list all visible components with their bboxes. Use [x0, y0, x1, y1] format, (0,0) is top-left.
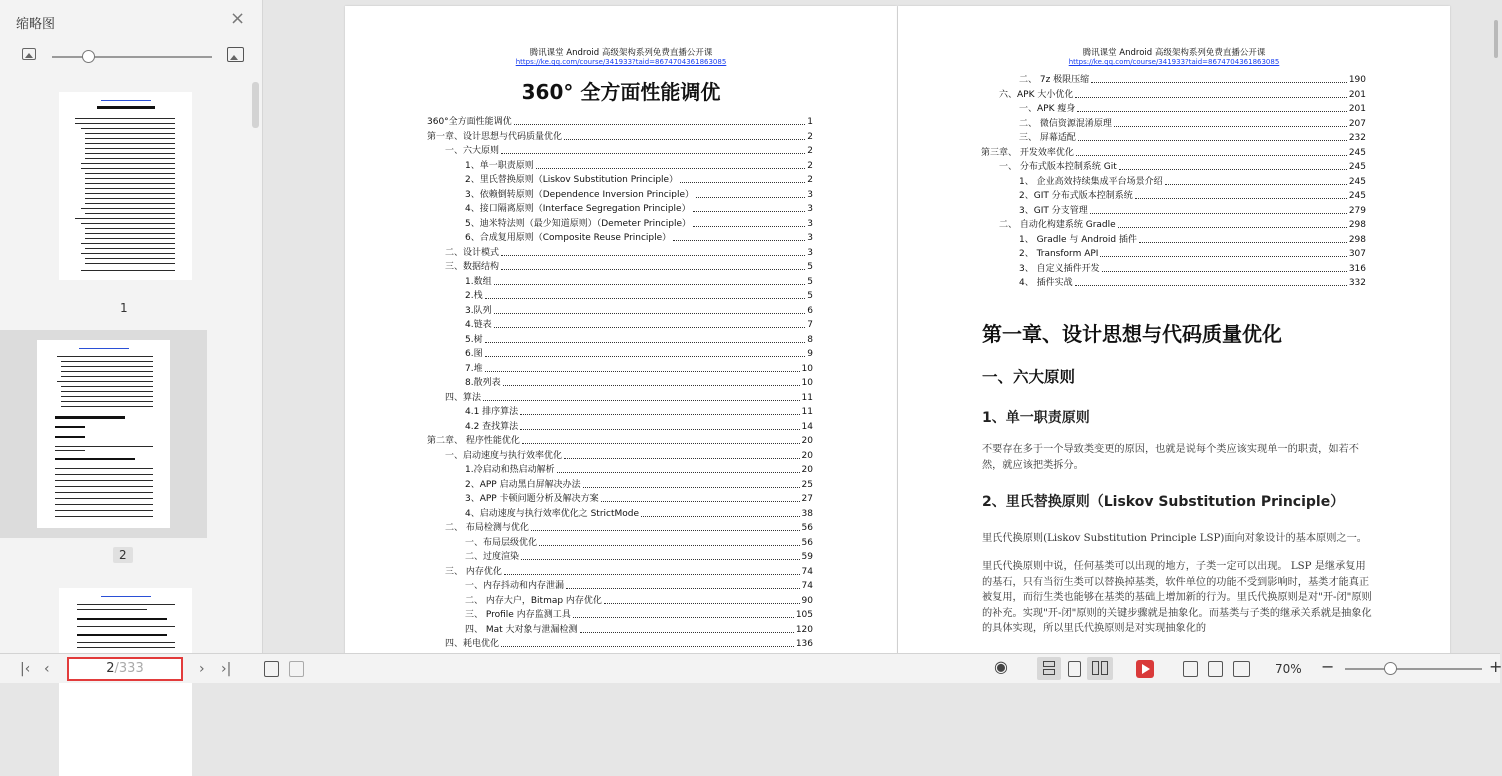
toc-entry-title: 1.数组 — [465, 276, 492, 287]
toc-leader-dots — [680, 173, 805, 183]
toc-entry-title: 2.栈 — [465, 291, 483, 301]
toc-entry-page: 2 — [807, 131, 813, 142]
toc-entry-title: 3、APP 卡顿问题分析及解决方案 — [465, 494, 599, 504]
toc-entry-page: 316 — [1348, 263, 1366, 274]
subsection-heading: 2、里氏替换原则（Liskov Substitution Principle） — [982, 494, 1345, 510]
toc-entry-title: 3.队列 — [465, 305, 492, 316]
toc-entry-title: 4.链表 — [465, 320, 492, 330]
toc-leader-dots — [501, 260, 805, 270]
page-header-title: 腾讯课堂 Android 高级架构系列免费直播公开课 — [529, 48, 713, 58]
toc-entry[interactable] — [465, 318, 813, 332]
toc-entry-page: 3 — [807, 189, 813, 200]
fit-width-icon[interactable] — [1233, 661, 1250, 677]
toc-entry[interactable] — [1019, 262, 1366, 276]
toc-entry-title: 四、耗电优化 — [445, 639, 500, 649]
toc-entry-page: 245 — [1348, 162, 1366, 172]
toc-entry-title: 1、 Gradle 与 Android 插件 — [1019, 234, 1137, 245]
paragraph: 不要存在多于一个导致类变更的原因，也就是说每个类应该实现单一的职责，如若不然，就应该把类拆分。 — [982, 444, 1359, 471]
toc-entry-page: 332 — [1348, 278, 1366, 288]
toc-entry[interactable] — [465, 304, 813, 318]
toc-leader-dots — [1100, 247, 1346, 257]
toc-entry-title: 二、过度渲染 — [465, 552, 520, 562]
toc-entry-page: 2 — [807, 160, 813, 171]
toc-entry-page: 56 — [801, 537, 813, 548]
toc-entry-title: 二、 布局检测与优化 — [445, 523, 529, 533]
toc-entry-title: 第二章、 程序性能优化 — [427, 436, 520, 446]
toc-entry-page: 105 — [795, 610, 813, 620]
toc-entry-page: 38 — [801, 508, 813, 519]
toc-entry-title: 4、启动速度与执行效率优化之 StrictMode — [465, 508, 640, 519]
toc-leader-dots — [536, 159, 806, 169]
toc-entry-page: 245 — [1348, 176, 1366, 187]
toc-entry[interactable] — [465, 463, 813, 477]
total-pages-value: /333 — [114, 661, 144, 676]
toc-entry[interactable] — [465, 376, 813, 390]
toc-entry[interactable] — [465, 420, 813, 434]
toc-entry-title: 四、 Mat 大对象与泄漏检测 — [465, 624, 578, 635]
toc-entry-title: 2、GIT 分布式版本控制系统 — [1019, 191, 1133, 201]
toc-entry[interactable] — [445, 449, 813, 463]
thumbnail-page-1[interactable] — [22, 82, 229, 315]
thumbnail-page-number: 1 — [120, 301, 128, 315]
toc-entry-title: 三、 Profile 内存监测工具 — [465, 610, 571, 620]
toc-entry-title: 4.1 排序算法 — [465, 407, 519, 417]
toc-entry[interactable] — [1019, 233, 1366, 247]
toc-leader-dots — [501, 246, 805, 256]
toc-entry-title: 二、 内存大户，Bitmap 内存优化 — [465, 595, 602, 606]
toc-entry-page: 59 — [801, 552, 813, 562]
toc-entry-title: 3、依赖倒转原则（Dependence Inversion Principle） — [465, 189, 695, 200]
thumbnail-page-3[interactable] — [22, 578, 229, 653]
toc-leader-dots — [501, 144, 805, 154]
thumbnail-small-icon[interactable] — [22, 48, 36, 60]
toc-entry-page: 20 — [801, 450, 813, 461]
toc-entry-page: 190 — [1348, 75, 1366, 85]
toc-entry[interactable] — [465, 289, 813, 303]
toc-entry-page: 1 — [807, 117, 813, 127]
thumbnail-sidebar — [0, 0, 263, 653]
toc-entry[interactable] — [1019, 117, 1366, 131]
toc-entry-page: 2 — [807, 175, 813, 185]
toc-entry[interactable] — [465, 550, 813, 564]
toc-entry[interactable] — [1019, 73, 1366, 87]
toc-entry-page: 245 — [1348, 191, 1366, 201]
toc-entry-page: 3 — [807, 218, 813, 229]
thumbnail-page-number: 2 — [113, 547, 133, 563]
toc-leader-dots — [580, 623, 794, 633]
toc-entry[interactable] — [465, 188, 813, 202]
toc-entry-page: 8 — [807, 334, 813, 345]
first-page-icon[interactable]: |‹ — [20, 661, 31, 677]
toc-leader-dots — [483, 391, 800, 401]
toc-leader-dots — [1165, 175, 1347, 185]
toc-entry-title: 2、 Transform API — [1019, 249, 1099, 259]
toc-entry[interactable] — [465, 202, 813, 216]
toc-leader-dots — [693, 202, 806, 212]
toc-leader-dots — [601, 492, 800, 502]
toc-entry[interactable] — [465, 405, 813, 419]
toc-leader-dots — [1075, 88, 1346, 98]
current-page-value: 2 — [106, 661, 115, 676]
export-page-icon[interactable] — [289, 661, 304, 677]
toc-entry-title: 5.树 — [465, 334, 483, 345]
subsection-heading: 1、单一职责原则 — [982, 410, 1090, 426]
document-page-right — [898, 6, 1450, 666]
toc-entry[interactable] — [465, 608, 813, 622]
toc-entry-title: 二、 微信资源混淆原理 — [1019, 118, 1112, 129]
toc-leader-dots — [604, 594, 800, 604]
page-header-link[interactable]: https://ke.qq.com/course/341933?taid=8674704361863085 — [1068, 58, 1280, 66]
chapter-heading: 第一章、设计思想与代码质量优化 — [982, 322, 1282, 346]
thumbnail-size-slider-knob[interactable] — [82, 50, 95, 63]
zoom-in-button[interactable]: + — [1489, 657, 1502, 676]
toc-entry-page: 20 — [801, 465, 813, 475]
toc-entry-title: 4、接口隔离原则（Interface Segregation Principle） — [465, 204, 691, 214]
toc-leader-dots — [501, 637, 794, 647]
toc-leader-dots — [1114, 117, 1347, 127]
toc-leader-dots — [485, 347, 806, 357]
document-title: 360° 全方面性能调优 — [521, 80, 721, 104]
toc-entry[interactable] — [465, 507, 813, 521]
toc-leader-dots — [1119, 160, 1347, 170]
toc-entry-title: 2、APP 启动黑白屏解决办法 — [465, 479, 581, 490]
toc-leader-dots — [522, 434, 800, 444]
toc-entry-page: 3 — [807, 247, 813, 258]
toc-entry[interactable] — [1019, 131, 1366, 145]
toc-entry[interactable] — [465, 159, 813, 173]
sidebar-scrollbar[interactable] — [252, 82, 259, 128]
thumbnail-preview — [59, 92, 192, 280]
toc-entry[interactable] — [445, 521, 813, 535]
toc-entry-title: 一、启动速度与执行效率优化 — [445, 450, 563, 461]
toc-leader-dots — [520, 420, 799, 430]
toc-entry[interactable] — [1019, 204, 1366, 218]
toc-entry-page: 74 — [801, 566, 813, 577]
toc-entry[interactable] — [465, 347, 813, 361]
toc-leader-dots — [1075, 276, 1347, 286]
toc-entry[interactable] — [1019, 175, 1366, 189]
toc-entry-title: 三、数据结构 — [445, 262, 500, 272]
toc-entry-page: 10 — [801, 378, 813, 388]
toc-entry-title: 6.图 — [465, 349, 483, 359]
next-page-icon[interactable]: › — [199, 661, 205, 677]
toc-entry-page: 14 — [801, 421, 813, 432]
play-slideshow-icon[interactable] — [1136, 660, 1154, 678]
toc-leader-dots — [485, 362, 800, 372]
toc-entry[interactable] — [445, 144, 813, 158]
toc-entry-page: 3 — [807, 204, 813, 214]
continuous-scroll-button[interactable] — [1037, 657, 1061, 680]
toc-entry-title: 二、 7z 极限压缩 — [1019, 75, 1090, 85]
toc-entry-page: 207 — [1348, 118, 1366, 129]
toc-entry-title: 一、六大原则 — [445, 146, 500, 156]
toc-entry-title: 8.散列表 — [465, 378, 501, 388]
toc-entry[interactable] — [465, 217, 813, 231]
document-scrollbar[interactable] — [1494, 20, 1498, 58]
toc-leader-dots — [531, 521, 800, 531]
single-page-icon[interactable] — [1068, 661, 1081, 677]
toc-entry[interactable] — [427, 115, 813, 129]
toc-entry-page: 279 — [1348, 205, 1366, 216]
toc-entry-page: 307 — [1348, 249, 1366, 259]
toc-entry-title: 1、 企业高效持续集成平台场景介绍 — [1019, 176, 1163, 187]
toc-leader-dots — [557, 463, 800, 473]
toc-entry-title: 360°全方面性能调优 — [427, 117, 512, 127]
toc-entry-title: 一、布局层级优化 — [465, 537, 538, 548]
insert-page-icon[interactable] — [264, 661, 279, 677]
page-header-link[interactable]: https://ke.qq.com/course/341933?taid=8674704361863085 — [515, 58, 727, 66]
toc-entry-title: 7.堆 — [465, 363, 483, 374]
toc-entry[interactable] — [445, 246, 813, 260]
toc-entry-page: 25 — [801, 479, 813, 490]
toc-entry-title: 二、设计模式 — [445, 247, 500, 258]
toc-entry[interactable] — [445, 565, 813, 579]
toc-entry[interactable] — [465, 623, 813, 637]
toc-leader-dots — [564, 449, 800, 459]
toc-entry[interactable] — [427, 434, 813, 448]
toc-entry-page: 10 — [801, 363, 813, 374]
thumbnail-large-icon[interactable] — [227, 47, 244, 62]
toc-entry[interactable] — [1019, 276, 1366, 290]
toc-entry-title: 3、GIT 分支管理 — [1019, 205, 1088, 216]
toc-entry[interactable] — [465, 275, 813, 289]
eye-protection-icon[interactable]: ◉ — [994, 657, 1008, 676]
toc-leader-dots — [504, 565, 800, 575]
toc-entry-page: 201 — [1348, 104, 1366, 114]
toc-leader-dots — [564, 130, 805, 140]
toc-entry-page: 120 — [795, 624, 813, 635]
toc-leader-dots — [583, 478, 800, 488]
paragraph: 里氏代换原则(Liskov Substitution Principle LSP)面向对象设计的基本原则之一。 — [982, 533, 1367, 544]
toc-leader-dots — [1078, 131, 1347, 141]
toc-entry-page: 74 — [801, 581, 813, 591]
toc-entry-title: 一、APK 瘦身 — [1019, 104, 1076, 114]
toc-leader-dots — [1139, 233, 1347, 243]
toc-entry[interactable] — [981, 146, 1366, 160]
thumbnail-size-slider[interactable] — [52, 56, 212, 58]
toc-entry-title: 2、里氏替换原则（Liskov Substitution Principle） — [465, 175, 679, 185]
toc-entry[interactable] — [999, 88, 1366, 102]
zoom-level[interactable]: 70% — [1275, 662, 1302, 676]
toc-entry[interactable] — [465, 362, 813, 376]
page-number-input[interactable] — [67, 657, 183, 681]
toc-entry-title: 第一章、设计思想与代码质量优化 — [427, 131, 563, 142]
toc-entry[interactable] — [465, 492, 813, 506]
toc-entry-title: 第三章、 开发效率优化 — [981, 147, 1074, 158]
toc-entry-title: 一、 分布式版本控制系统 Git — [999, 162, 1117, 172]
toc-leader-dots — [494, 318, 806, 328]
toc-entry-page: 3 — [807, 233, 813, 243]
toc-entry-page: 27 — [801, 494, 813, 504]
toc-leader-dots — [1090, 204, 1347, 214]
toc-entry-title: 3、 自定义插件开发 — [1019, 263, 1100, 274]
toc-entry-page: 5 — [807, 276, 813, 287]
toc-entry-title: 4.2 查找算法 — [465, 421, 519, 432]
page-header-title: 腾讯课堂 Android 高级架构系列免费直播公开课 — [1082, 48, 1266, 58]
toc-entry-page: 2 — [807, 146, 813, 156]
toc-leader-dots — [485, 333, 806, 343]
toc-entry-title: 六、APK 大小优化 — [999, 89, 1074, 100]
toc-entry-page: 201 — [1348, 89, 1366, 100]
last-page-icon[interactable]: ›| — [221, 661, 232, 677]
toc-entry-page: 232 — [1348, 133, 1366, 143]
previous-page-icon[interactable]: ‹ — [44, 661, 50, 677]
toc-leader-dots — [1135, 189, 1347, 199]
toc-entry[interactable] — [999, 160, 1366, 174]
toc-leader-dots — [520, 405, 799, 415]
toc-entry[interactable] — [427, 130, 813, 144]
toc-entry-page: 298 — [1348, 234, 1366, 245]
toc-entry[interactable] — [465, 478, 813, 492]
toc-leader-dots — [494, 304, 806, 314]
toc-leader-dots — [693, 217, 805, 227]
toc-entry[interactable] — [1019, 247, 1366, 261]
toc-entry-page: 5 — [807, 262, 813, 272]
toc-leader-dots — [539, 536, 800, 546]
toc-leader-dots — [566, 579, 800, 589]
toc-entry-page: 6 — [807, 305, 813, 316]
fit-page-icon[interactable] — [1208, 661, 1223, 677]
toc-leader-dots — [1102, 262, 1347, 272]
thumbnail-preview — [37, 340, 170, 528]
toc-leader-dots — [514, 115, 806, 125]
toc-entry[interactable] — [465, 231, 813, 245]
toc-entry-title: 一、内存抖动和内存泄漏 — [465, 581, 565, 591]
close-sidebar-icon[interactable]: × — [230, 8, 246, 29]
toc-leader-dots — [503, 376, 800, 386]
toc-entry-title: 三、 屏幕适配 — [1019, 133, 1076, 143]
toc-entry-title: 6、合成复用原则（Composite Reuse Principle） — [465, 233, 672, 243]
toc-entry-page: 5 — [807, 291, 813, 301]
toc-entry[interactable] — [465, 594, 813, 608]
toc-entry[interactable] — [1019, 102, 1366, 116]
toc-leader-dots — [485, 289, 806, 299]
toc-entry[interactable] — [445, 260, 813, 274]
document-page-left — [345, 6, 897, 666]
double-page-button[interactable] — [1087, 657, 1113, 680]
zoom-out-button[interactable]: − — [1321, 657, 1335, 676]
toc-entry-page: 7 — [807, 320, 813, 330]
toc-entry-page: 56 — [801, 523, 813, 533]
section-heading: 一、六大原则 — [982, 368, 1076, 386]
toc-entry-title: 5、迪米特法则（最少知道原则）（Demeter Principle） — [465, 218, 691, 229]
toc-entry-page: 90 — [801, 595, 813, 606]
toc-entry[interactable] — [445, 391, 813, 405]
toc-leader-dots — [696, 188, 805, 198]
toc-entry-page: 136 — [795, 639, 813, 649]
bottom-toolbar — [0, 653, 1500, 683]
actual-size-icon[interactable] — [1183, 661, 1198, 677]
toc-leader-dots — [1077, 102, 1346, 112]
toc-leader-dots — [494, 275, 806, 285]
toc-entry[interactable] — [465, 173, 813, 187]
toc-entry-title: 四、算法 — [445, 392, 482, 403]
toc-entry-title: 二、 自动化构建系统 Gradle — [999, 220, 1116, 230]
toc-leader-dots — [673, 231, 805, 241]
toc-entry[interactable] — [999, 218, 1366, 232]
toc-entry[interactable] — [445, 637, 813, 651]
toc-entry[interactable] — [465, 333, 813, 347]
thumbnail-page-2-selected[interactable] — [0, 330, 207, 538]
toc-entry-title: 1、单一职责原则 — [465, 160, 534, 171]
toc-entry-title: 三、 内存优化 — [445, 566, 502, 577]
toc-entry-page: 11 — [801, 407, 813, 417]
toc-entry-page: 9 — [807, 349, 813, 359]
toc-entry-title: 1.冷启动和热启动解析 — [465, 465, 555, 475]
zoom-slider-track[interactable] — [1345, 668, 1482, 670]
toc-leader-dots — [573, 608, 794, 618]
toc-entry[interactable] — [465, 579, 813, 593]
toc-leader-dots — [1091, 73, 1347, 83]
toc-leader-dots — [521, 550, 800, 560]
sidebar-title: 缩略图 — [16, 17, 56, 32]
paragraph: 里氏代换原则中说，任何基类可以出现的地方，子类一定可以出现。 LSP 是继承复用的基石，只有当衍生类可以替换掉基类，软件单位的功能不受到影响时，基类才能真正被复用，而衍生类也能够在基类的基础上增加新的行为。里氏代换原则是对"开-闭"原则的补充。实现"开-闭"原则的关键步骤就是抽象化。而基类与子类的继承关系就是抽象化的具体实现，所以里氏代换原则是对实现抽象化的 — [982, 561, 1372, 634]
toc-entry[interactable] — [1019, 189, 1366, 203]
toc-leader-dots — [1076, 146, 1347, 156]
toc-entry-page: 20 — [801, 436, 813, 446]
toc-entry-page: 245 — [1348, 147, 1366, 158]
toc-entry-page: 11 — [801, 392, 813, 403]
toc-leader-dots — [641, 507, 800, 517]
toc-entry[interactable] — [465, 536, 813, 550]
toc-entry-title: 4、 插件实战 — [1019, 278, 1073, 288]
toc-entry-page: 298 — [1348, 220, 1366, 230]
toc-leader-dots — [1118, 218, 1347, 228]
zoom-slider-knob[interactable] — [1384, 662, 1397, 675]
